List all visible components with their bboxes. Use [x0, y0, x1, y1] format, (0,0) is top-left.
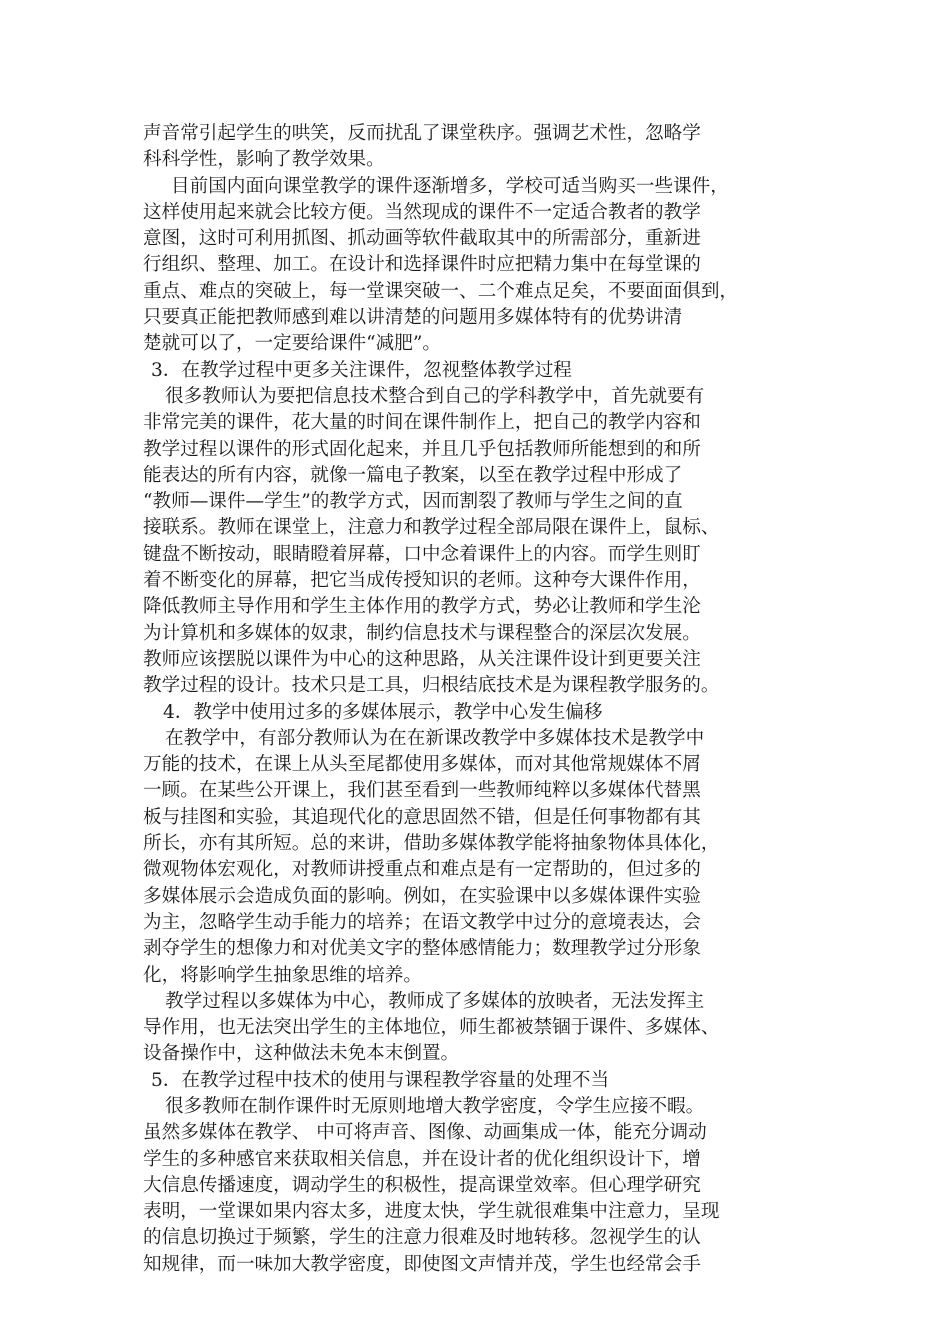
text-line: 教学过程以课件的形式固化起来，并且几乎包括教师所能想到的和所: [143, 438, 701, 460]
text-line: 导作用，也无法突出学生的主体地位，师生都被禁锢于课件、多媒体、: [143, 1017, 720, 1039]
document-page: [143, 121, 813, 1278]
section-heading-3: 3．在教学过程中更多关注课件，忽视整体教学过程: [151, 359, 572, 381]
text-line: 教师应该摆脱以课件为中心的这种思路，从关注课件设计到更要关注: [143, 648, 701, 670]
text-line: 知规律，而一味加大教学密度，即使图文声情并茂，学生也经常会手: [143, 1253, 701, 1275]
text-line: 科科学性，影响了教学效果。: [143, 149, 385, 171]
text-line: 为主，忽略学生动手能力的培养；在语文教学中过分的意境表达，会: [143, 911, 701, 933]
paragraph-start-line: 在教学中，有部分教师认为在在新课改教学中多媒体技术是教学中: [165, 727, 705, 749]
text-line: 重点、难点的突破上，每一堂课突破一、二个难点足矣，不要面面俱到，: [143, 280, 739, 302]
text-line: 学生的多种感官来获取相关信息，并在设计者的优化组织设计下，增: [143, 1148, 701, 1170]
paragraph-start-line: 目前国内面向课堂教学的课件逐渐增多，学校可适当购买一些课件，: [171, 175, 729, 197]
text-line: 为计算机和多媒体的奴隶，制约信息技术与课程整合的深层次发展。: [143, 622, 701, 644]
text-line: 板与挂图和实验，其追现代化的意思固然不错，但是任何事物都有其: [143, 806, 701, 828]
text-line: 所长，亦有其所短。总的来讲，借助多媒体教学能将抽象物体具体化，: [143, 833, 720, 855]
section-heading-4: 4．教学中使用过多的多媒体展示，教学中心发生偏移: [163, 701, 603, 723]
text-line: 剥夺学生的想像力和对优美文字的整体感情能力；数理教学过分形象: [143, 938, 701, 960]
paragraph-start-line: 很多教师认为要把信息技术整合到自己的学科教学中，首先就要有: [165, 385, 705, 407]
text-line: 化，将影响学生抽象思维的培养。: [143, 964, 422, 986]
text-line: 一顾。在某些公开课上，我们甚至看到一些教师纯粹以多媒体代替黑: [143, 780, 701, 802]
text-line: 能表达的所有内容，就像一篇电子教案，以至在教学过程中形成了: [143, 464, 683, 486]
text-line: 非常完美的课件，花大量的时间在课件制作上，把自己的教学内容和: [143, 412, 701, 434]
section-heading-5: 5．在教学过程中技术的使用与课程教学容量的处理不当: [151, 1069, 610, 1091]
text-line: 设备操作中，这种做法未免本末倒置。: [143, 1043, 460, 1065]
text-line: 楚就可以了，一定要给课件“减肥”。: [143, 333, 441, 355]
text-line: 虽然多媒体在教学、 中可将声音、图像、动画集成一体，能充分调动: [143, 1122, 707, 1144]
paragraph-start-line: 很多教师在制作课件时无原则地增大教学密度，令学生应接不暇。: [165, 1095, 705, 1117]
text-line: 的信息切换过于频繁，学生的注意力很难及时地转移。忽视学生的认: [143, 1227, 701, 1249]
text-line: 声音常引起学生的哄笑，反而扰乱了课堂秩序。强调艺术性，忽略学: [143, 123, 701, 144]
text-line: 多媒体展示会造成负面的影响。例如，在实验课中以多媒体课件实验: [143, 885, 701, 907]
text-line: 键盘不断按动，眼睛瞪着屏幕，口中念着课件上的内容。而学生则盯: [143, 543, 701, 565]
text-line: 接联系。教师在课堂上，注意力和教学过程全部局限在课件上，鼠标、: [143, 517, 720, 539]
text-line: 意图，这时可利用抓图、抓动画等软件截取其中的所需部分，重新进: [143, 228, 701, 250]
text-line: 万能的技术，在课上从头至尾都使用多媒体，而对其他常规媒体不屑: [143, 754, 701, 776]
text-line: 行组织、整理、加工。在设计和选择课件时应把精力集中在每堂课的: [143, 254, 701, 276]
paragraph-start-line: 教学过程以多媒体为中心，教师成了多媒体的放映者，无法发挥主: [165, 990, 705, 1012]
text-line: 只要真正能把教师感到难以讲清楚的问题用多媒体特有的优势讲清: [143, 307, 683, 329]
text-line: 教学过程的设计。技术只是工具，归根结底技术是为课程教学服务的。: [143, 675, 720, 697]
text-line: “教师—课件—学生”的教学方式，因而割裂了教师与学生之间的直: [143, 491, 683, 513]
text-line: 着不断变化的屏幕，把它当成传授知识的老师。这种夸大课件作用，: [143, 570, 701, 592]
text-line: 表明，一堂课如果内容太多，进度太快，学生就很难集中注意力，呈现: [143, 1201, 720, 1223]
text-line: 微观物体宏观化，对教师讲授重点和难点是有一定帮助的，但过多的: [143, 859, 701, 881]
text-line: 这样使用起来就会比较方便。当然现成的课件不一定适合教者的教学: [143, 201, 701, 223]
text-line: 大信息传播速度，调动学生的积极性，提高课堂效率。但心理学研究: [143, 1174, 701, 1196]
text-line: 降低教师主导作用和学生主体作用的教学方式，势必让教师和学生沦: [143, 596, 701, 618]
